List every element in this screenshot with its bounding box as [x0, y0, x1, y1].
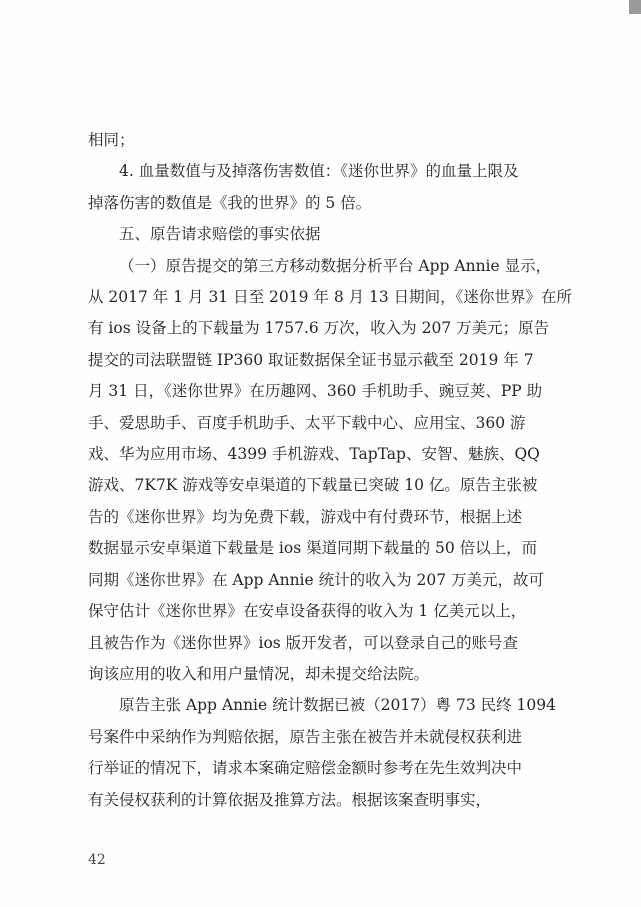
text-line-20: 号案件中采纳作为判赔依据，原告主张在被告并未就侵权获利进: [88, 727, 523, 746]
text-line-9: 月 31 日，《迷你世界》在历趣网、360 手机助手、豌豆荚、PP 助: [88, 382, 543, 401]
text-line-15: 同期《迷你世界》在 App Annie 统计的收入为 207 万美元，故可: [88, 570, 545, 589]
text-line-7: 有 ios 设备上的下载量为 1757.6 万次，收入为 207 万美元；原告: [88, 319, 550, 338]
text-line-10: 手、爱思助手、百度手机助手、太平下载中心、应用宝、360 游: [88, 413, 526, 432]
text-line-13: 告的《迷你世界》均为免费下载，游戏中有付费环节，根据上述: [88, 507, 523, 526]
text-line-22: 有关侵权获利的计算依据及推算方法。根据该案查明事实，: [88, 790, 492, 809]
text-line-19: 原告主张 App Annie 统计数据已被（2017）粤 73 民终 1094: [119, 696, 557, 715]
text-line-8: 提交的司法联盟链 IP360 取证数据保全证书显示截至 2019 年 7: [88, 350, 534, 369]
page-number: 42: [88, 852, 106, 868]
text-line-6: 从 2017 年 1 月 31 日至 2019 年 8 月 13 日期间，《迷你世界》在所: [88, 288, 572, 307]
document-body: [88, 125, 588, 816]
text-line-12: 游戏、7K7K 游戏等安卓渠道的下载量已突破 10 亿。原告主张被: [88, 476, 538, 495]
text-line-16: 保守估计《迷你世界》在安卓设备获得的收入为 1 亿美元以上，: [88, 602, 527, 621]
text-line-14: 数据显示安卓渠道下载量是 ios 渠道同期下载量的 50 倍以上，而: [88, 539, 538, 558]
text-line-11: 戏、华为应用市场、4399 手机游戏、TapTap、安智、魅族、QQ: [88, 445, 540, 464]
text-line-18: 询该应用的收入和用户量情况，却未提交给法院。: [88, 664, 430, 683]
text-line-5: （一）原告提交的第三方移动数据分析平台 App Annie 显示，: [119, 256, 552, 275]
section-heading: 五、原告请求赔偿的事实依据: [119, 225, 321, 244]
corner-mark: [629, 0, 641, 14]
text-line-1: 相同；: [88, 131, 135, 149]
text-line-21: 行举证的情况下，请求本案确定赔偿金额时参考在先生效判决中: [88, 759, 523, 778]
text-line-17: 且被告作为《迷你世界》ios 版开发者，可以登录自己的账号查: [88, 633, 519, 652]
text-line-3: 掉落伤害的数值是《我的世界》的 5 倍。: [88, 193, 372, 212]
text-line-2: 4. 血量数值与及掉落伤害数值：《迷你世界》的血量上限及: [119, 162, 519, 181]
